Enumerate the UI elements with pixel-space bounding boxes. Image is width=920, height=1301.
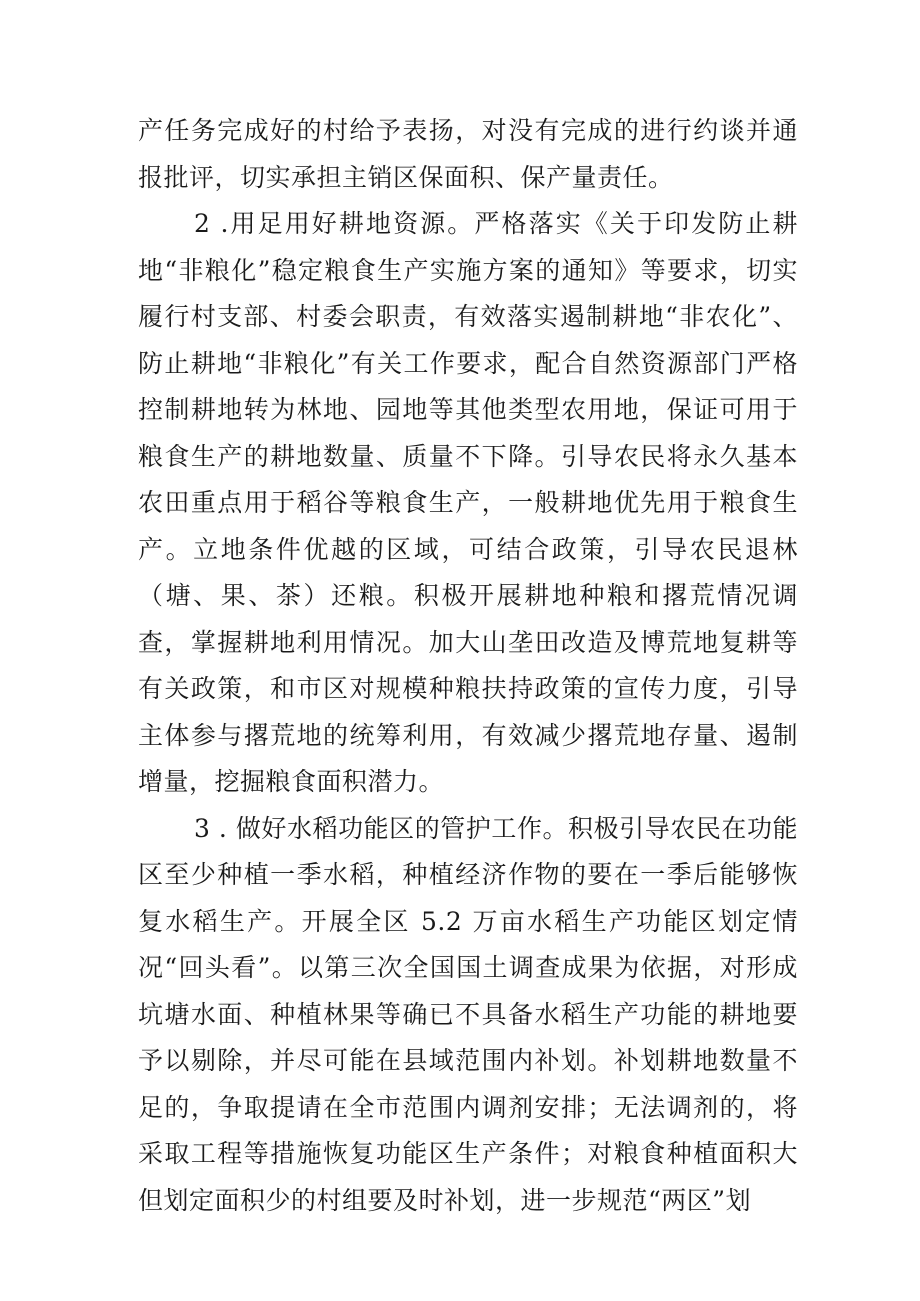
paragraph-continuation: 产任务完成好的村给予表扬，对没有完成的进行约谈并通报批评，切实承担主销区保面积、保产量责任。 (138, 116, 798, 192)
paragraph-item-2: 2 .用足用好耕地资源。严格落实《关于印发防止耕地“非粮化”稳定粮食生产实施方案的通知》等要求，切实履行村支部、村委会职责，有效落实遏制耕地“非农化”、防止耕地“非粮化”有关工作要求，配合自然资源部门严格控制耕地转为林地、园地等其他类型农用地，保证可用于粮食生产的耕地数量、质量不下降。引导农民将永久基本农田重点用于稻谷等粮食生产，一般耕地优先用于粮食生产。立地条件优越的区域，可结合政策，引导农民退林（塘、果、茶）还粮。积极开展耕地种粮和撂荒情况调查，掌握耕地利用情况。加大山垄田改造及博荒地复耕等有关政策，和市区对规模种粮扶持政策的宣传力度，引导主体参与撂荒地的统筹利用，有效减少撂荒地存量、遏制增量，挖掘粮食面积潜力。 (138, 209, 798, 796)
document-body (138, 108, 798, 1224)
paragraph-item-3: 3 . 做好水稻功能区的管护工作。积极引导农民在功能区至少种植一季水稻，种植经济作物的要在一季后能够恢复水稻生产。开展全区 5.2 万亩水稻生产功能区划定情况“回头看”。以第三次全国国土调查成果为依据，对形成坑塘水面、种植林果等确已不具备水稻生产功能的耕地要予以剔除，并尽可能在县域范围内补划。补划耕地数量不足的，争取提请在全市范围内调剂安排；无法调剂的，将采取工程等措施恢复功能区生产条件；对粮食种植面积大但划定面积少的村组要及时补划，进一步规范“两区”划 (138, 813, 798, 1215)
